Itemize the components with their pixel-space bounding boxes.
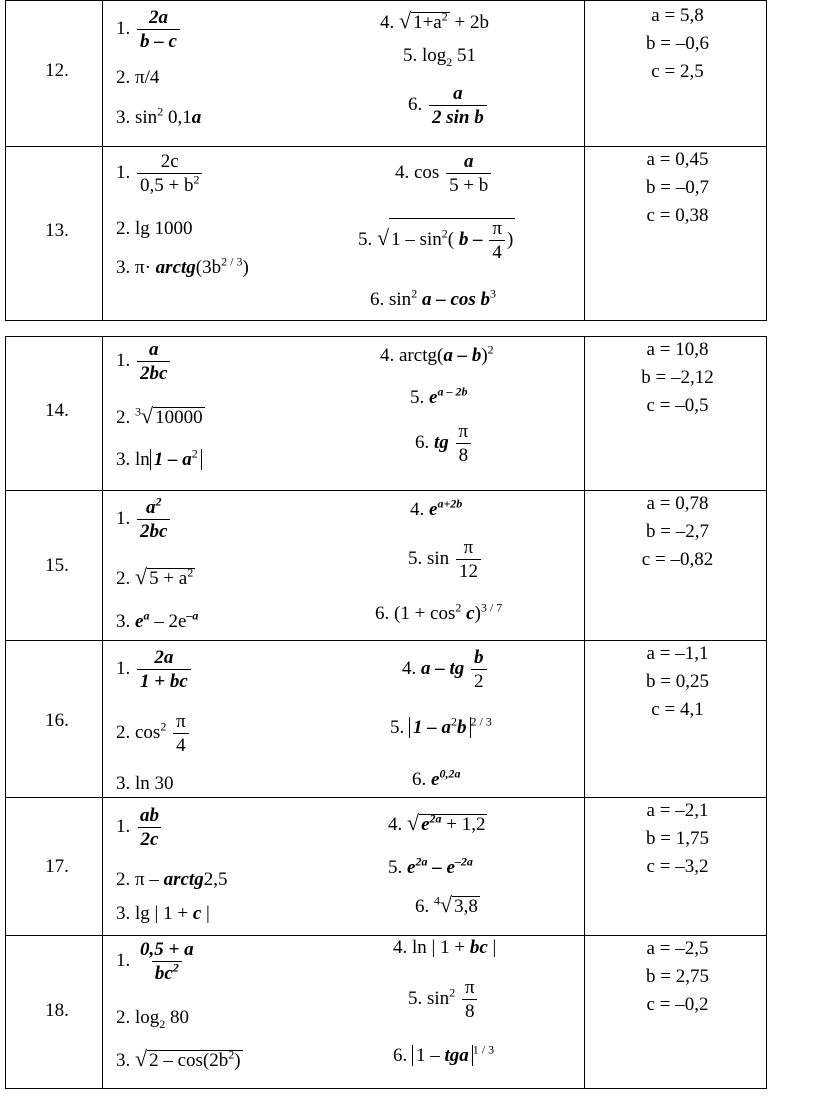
value-b: b = –0,6 [646, 33, 709, 54]
expr: – e [427, 857, 455, 878]
formula-index: 5. [408, 987, 423, 1009]
exponent: 2 / 3 [470, 714, 492, 729]
row-border [5, 320, 767, 321]
formula-index: 1. [116, 949, 131, 971]
value-c: c = 2,5 [651, 61, 704, 82]
expr: + 1,2 [441, 814, 486, 835]
formula-2 [116, 405, 205, 428]
expr: c [466, 603, 475, 624]
value-b: b = 0,25 [646, 671, 709, 692]
formula-index: 6. [375, 603, 390, 624]
formula-2 [116, 712, 191, 755]
formula-1 [116, 340, 172, 383]
formula-index: 4. [410, 499, 425, 520]
expr: sin [427, 987, 450, 1009]
exponent: 2 [455, 600, 462, 615]
expr: 1 – [416, 1045, 445, 1066]
formula-index: 2. [116, 568, 131, 589]
numerator: 2a [154, 647, 174, 668]
denominator: 5 + b [446, 173, 491, 195]
col-border [5, 336, 6, 1088]
exponent: a [143, 608, 150, 623]
exponent: 2 [191, 446, 198, 461]
formula-index: 6. [415, 431, 430, 453]
expr: a – cos b [421, 289, 491, 310]
expr: + 2b [454, 12, 489, 33]
formula-3 [116, 774, 174, 793]
formula-index: 5. [403, 45, 418, 66]
expr: 1 – a [413, 717, 451, 738]
exponent: 2 [411, 286, 418, 301]
formula-index: 4. [393, 937, 408, 958]
exponent: 2 [155, 494, 162, 509]
formula-6 [393, 1042, 495, 1066]
expr: ln 30 [135, 773, 174, 794]
formula-index: 3. [116, 611, 131, 632]
formula-6 [408, 84, 489, 127]
formula-3 [116, 1048, 243, 1071]
exponent: 2 [441, 9, 448, 24]
denominator: 12 [456, 559, 481, 581]
formula-index: 5. [408, 547, 423, 569]
formula-4 [410, 496, 463, 520]
variable-values [585, 490, 770, 574]
expr: | [487, 937, 497, 958]
denominator: 2 [471, 669, 487, 691]
formula-index: 5. [358, 228, 373, 250]
formula-1 [116, 8, 182, 51]
numerator: a [453, 83, 463, 104]
expr: 51 [457, 45, 477, 66]
formula-index: 2. [116, 67, 131, 88]
formula-5 [358, 218, 515, 262]
radicand [419, 811, 487, 835]
value-a: a = –2,1 [646, 800, 709, 821]
expr: π – [135, 869, 164, 890]
expr: ) [234, 1050, 241, 1071]
expr: tg [434, 431, 449, 453]
numerator: b [474, 647, 484, 668]
formula-index: 1. [116, 507, 131, 529]
expr: π/4 [135, 67, 160, 88]
expr: a [191, 107, 202, 128]
base: 2 [446, 54, 453, 69]
formula-index: 6. [393, 1045, 408, 1066]
expr: lg 1000 [135, 218, 193, 239]
formula-6: 6. $(1 + \cos^2 c)^{3 / 7}$ [375, 600, 503, 624]
root-index: 4 [434, 893, 440, 908]
formula-5 [390, 714, 492, 738]
numerator: 2c [160, 151, 179, 172]
formula-index: 5. [390, 717, 405, 738]
variable-values [585, 797, 770, 881]
expr: e [135, 611, 144, 632]
denominator: 4 [489, 240, 505, 262]
exponent: –2a [454, 854, 473, 869]
abs-value [409, 714, 471, 738]
exponent: 2 [157, 104, 164, 119]
root4-icon: √ [440, 892, 453, 917]
numerator: a [463, 151, 474, 172]
numerator: ab [140, 805, 159, 826]
formula-3 [116, 104, 202, 128]
variable-values [585, 146, 770, 230]
formula-index: 4. [380, 12, 395, 33]
value-b: b = –2,7 [646, 521, 709, 542]
col-border [5, 0, 6, 320]
formula-index: 3. [116, 773, 131, 794]
expr: ln | 1 + [412, 937, 470, 958]
formula-index: 4. [395, 161, 410, 183]
exponent: 2 [172, 960, 179, 975]
formula-index: 4. [380, 345, 395, 366]
numerator: a [148, 339, 159, 360]
formula-index: 1. [116, 17, 131, 39]
value-b: b = –2,12 [641, 367, 714, 388]
formula-4 [393, 938, 496, 957]
formula-index: 3. [116, 257, 131, 278]
formula-index: 2. [116, 1007, 131, 1028]
abs-value [412, 1045, 473, 1066]
root-index: 3 [135, 404, 141, 419]
value-a: a = 0,45 [646, 149, 709, 170]
formula-2 [116, 870, 227, 889]
expr: 2,5 [203, 869, 228, 890]
value-a: a = –2,5 [646, 938, 709, 959]
expr: b – [458, 228, 483, 250]
formula-4 [395, 152, 493, 195]
numerator: 0,5 + a [140, 939, 194, 960]
formula-index: 3. [116, 107, 131, 128]
expr: tga [444, 1045, 469, 1066]
value-a: a = 5,8 [651, 5, 704, 26]
expr: 1+a [413, 12, 442, 33]
expr: log [422, 45, 447, 66]
sqrt-icon: √ [407, 810, 420, 835]
expr: arctg [163, 869, 204, 890]
value-c: c = –3,2 [646, 856, 709, 877]
denominator: 0,5 + b [140, 175, 194, 196]
radicand [147, 1047, 242, 1071]
formula-1 [116, 494, 172, 542]
formula-index: 6. [370, 289, 385, 310]
expr: 1 – sin [391, 228, 442, 250]
expr: sin [389, 289, 412, 310]
formula-index: 5. [388, 857, 403, 878]
formula-index: 5. [410, 387, 425, 408]
expr: cos [135, 721, 161, 743]
exponent: 1 / 3 [472, 1042, 495, 1057]
numerator: π [463, 537, 474, 558]
sqrt-icon: √ [135, 1046, 148, 1071]
formula-6 [415, 422, 473, 465]
row-number: 17. [45, 856, 69, 877]
expr: 0,1 [167, 107, 192, 128]
formula-2 [116, 1007, 190, 1031]
expr: e [407, 857, 416, 878]
variable-values [585, 2, 770, 86]
abs-value [150, 446, 202, 470]
exponent: 2 [193, 172, 200, 187]
row-border [5, 0, 767, 1]
expr: log [135, 1007, 160, 1028]
denominator: 8 [462, 999, 478, 1021]
value-b: b = 1,75 [646, 828, 709, 849]
value-c: c = 0,38 [646, 205, 709, 226]
denominator: 1 + bc [137, 669, 191, 691]
exponent: 2a [429, 811, 442, 826]
formula-index: 1. [116, 349, 131, 371]
expr: bc [469, 937, 488, 958]
formula-4: 4. arctg(a – b)$^2$ [380, 342, 494, 366]
expr: 80 [165, 1007, 190, 1028]
expr: 1 + cos [400, 603, 456, 624]
radicand [411, 9, 450, 33]
expr: e [421, 814, 430, 835]
formula-index: 6. [415, 896, 430, 917]
formula-index: 2. [116, 721, 131, 743]
value-c: c = –0,2 [646, 994, 709, 1015]
formula-index: 6. [412, 769, 427, 790]
formula-index: 2. [116, 869, 131, 890]
numerator: π [464, 977, 475, 998]
value-a: a = 0,78 [646, 493, 709, 514]
exponent: a – 2b [437, 384, 468, 399]
sqrt-icon: √ [135, 564, 148, 589]
exponent: 2 [487, 342, 494, 357]
radicand [147, 565, 195, 589]
formula-1 [116, 806, 164, 849]
formula-5 [388, 854, 473, 878]
col-border [102, 0, 103, 320]
radicand: 10000 [155, 407, 203, 428]
expr: sin [427, 547, 450, 569]
formula-3: 3. $\pi\cdot arctg(3b^{2 / 3})$ [116, 254, 249, 278]
denominator: 4 [173, 733, 189, 755]
formula-5 [408, 538, 483, 581]
radicand: $1 - \sin^2$( b – $\frac{\pi}{4}$ ) [391, 218, 514, 263]
exponent: –a [186, 608, 199, 623]
numerator: π [176, 711, 186, 732]
formula-1 [116, 940, 199, 983]
expr: lg | 1 + [135, 903, 193, 924]
formula-index: 1. [116, 815, 131, 837]
numerator: π [458, 421, 469, 442]
row-number: 18. [45, 1000, 69, 1021]
numerator: a [145, 497, 156, 518]
expr: 5 + a [149, 568, 188, 589]
denominator: 2 sin b [429, 105, 487, 127]
formula-index: 3. [116, 1050, 131, 1071]
value-c: c = 4,1 [651, 699, 704, 720]
value-c: c = –0,82 [641, 549, 714, 570]
row-number: 15. [45, 555, 69, 576]
exponent: 2 [187, 565, 194, 580]
value-b: b = 2,75 [646, 966, 709, 987]
expr: cos [414, 161, 440, 183]
formula-1 [116, 152, 204, 195]
sqrt-icon: √ [377, 224, 390, 250]
formula-2 [116, 566, 195, 589]
cbrt-icon: √ [141, 403, 154, 428]
formula-6 [415, 894, 480, 917]
denominator: 2bc [137, 519, 170, 541]
exponent: 3 [490, 286, 497, 301]
expr: 2 – cos(2b [149, 1050, 229, 1071]
formula-4 [388, 812, 487, 835]
base: 2 [159, 1016, 166, 1031]
value-b: b = –0,7 [646, 177, 709, 198]
value-a: a = 10,8 [646, 339, 709, 360]
col-border [102, 336, 103, 1088]
exponent: 2 [449, 985, 456, 1000]
radicand: 3,8 [454, 896, 478, 917]
formula-index: 2. [116, 407, 131, 428]
formula-3 [116, 446, 202, 470]
value-c: c = –0,5 [646, 395, 709, 416]
variable-values [585, 935, 770, 1019]
formula-6 [412, 766, 461, 790]
expr: – 2e [149, 611, 187, 632]
denominator: b – c [137, 29, 180, 51]
row-number: 13. [45, 220, 69, 241]
numerator: 2a [148, 7, 168, 28]
expr: sin [135, 107, 158, 128]
expr: 1 – a [153, 449, 192, 470]
formula-index: 6. [408, 93, 423, 115]
formula-index: 1. [116, 657, 131, 679]
expr: e [431, 769, 440, 790]
formula-1 [116, 648, 193, 691]
numerator: π [492, 218, 502, 239]
variable-values [585, 336, 770, 420]
formula-3 [116, 608, 199, 632]
exponent: 2 [451, 714, 457, 729]
formula-4 [380, 10, 489, 33]
exponent: 2 / 3 [221, 254, 243, 269]
exponent: 3 / 7 [480, 600, 503, 615]
exponent: 2 [160, 719, 167, 734]
formula-5 [410, 384, 468, 408]
expr: | [201, 903, 210, 924]
denominator: 8 [456, 443, 472, 465]
formula-index: 4. [388, 814, 403, 835]
formula-index: 2. [116, 218, 131, 239]
formula-5 [408, 978, 480, 1021]
exponent: a+2b [437, 496, 463, 511]
formula-3 [116, 904, 210, 923]
row-number: 12. [45, 60, 69, 81]
expr: ln [135, 449, 150, 470]
expr: e [429, 499, 438, 520]
denominator: 2c [138, 827, 162, 849]
variable-values [585, 640, 770, 724]
formula-6 [370, 286, 497, 310]
expr: c [192, 903, 202, 924]
expr: π· [135, 257, 151, 278]
exponent: 2 [228, 1047, 235, 1062]
row-number: 14. [45, 400, 69, 421]
row-number: 16. [45, 710, 69, 731]
formula-index: 1. [116, 161, 131, 183]
expr: (3b [195, 257, 222, 278]
value-a: a = –1,1 [646, 643, 709, 664]
expr: arctg [155, 257, 196, 278]
exponent: 2a [415, 854, 428, 869]
formula-5 [403, 45, 477, 69]
formula-2 [116, 68, 159, 87]
row-border [5, 1088, 767, 1089]
formula-4 [402, 648, 489, 691]
formula-2 [116, 219, 193, 238]
exponent: 2 [441, 226, 448, 241]
formula-index: 3. [116, 903, 131, 924]
exponent: 0,2a [439, 766, 461, 781]
expr: a – tg [421, 657, 465, 679]
formula-index: 3. [116, 449, 131, 470]
expr: a – b [443, 345, 482, 366]
expr: arctg( [399, 345, 444, 366]
formula-index: 4. [402, 657, 417, 679]
expr: b [457, 717, 467, 738]
denominator: bc [154, 963, 173, 984]
expr: e [429, 387, 438, 408]
denominator: 2bc [137, 361, 170, 383]
sqrt-icon: √ [399, 8, 412, 33]
